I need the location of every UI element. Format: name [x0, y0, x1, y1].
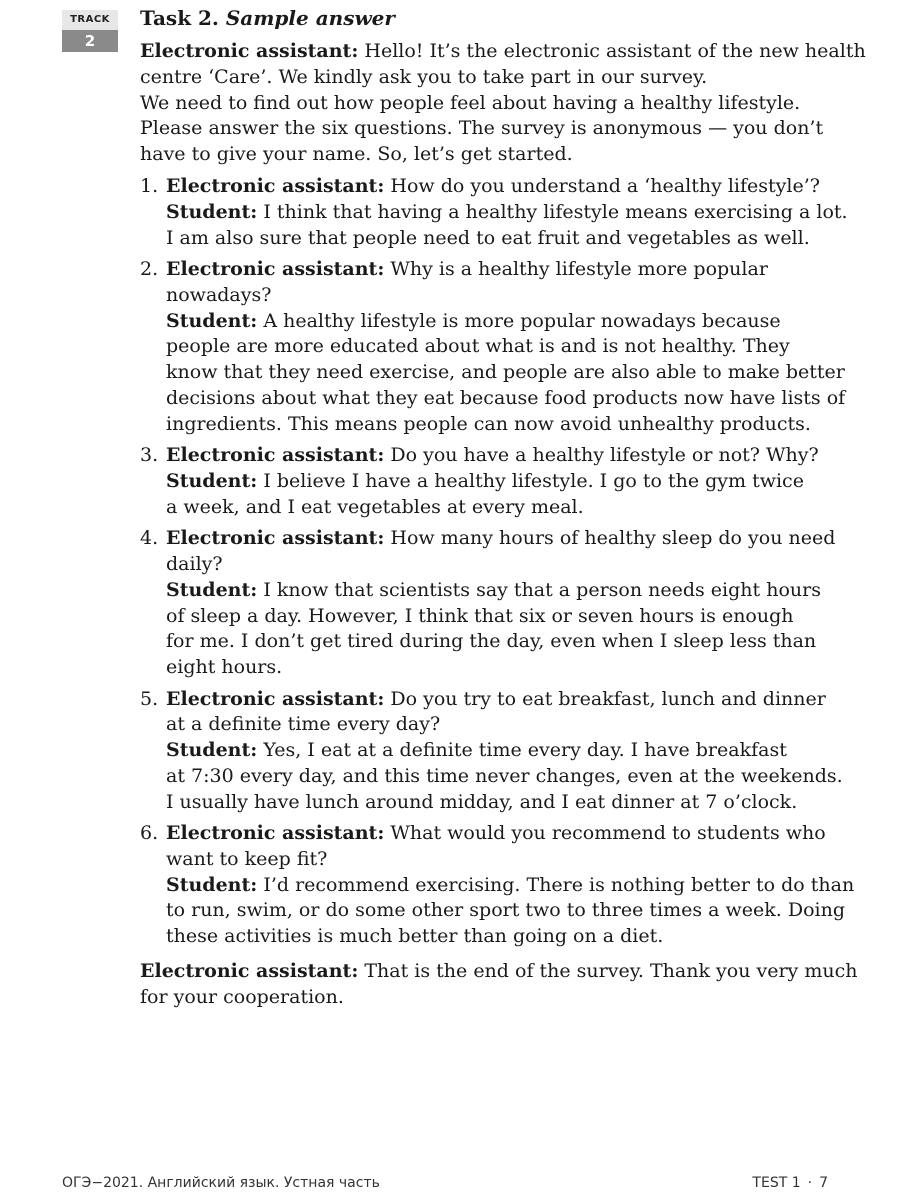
text-line: these activities is much better than going on a diet.	[166, 925, 664, 948]
question-number: 5.	[140, 687, 159, 710]
speaker-label: Student:	[166, 469, 258, 492]
task-title-main: Task 2.	[140, 6, 219, 30]
speaker-label: Electronic assistant:	[140, 40, 359, 62]
question-number: 2.	[140, 257, 159, 280]
text-line	[140, 39, 866, 65]
text-line: have to give your name. So, let’s get started.	[140, 143, 573, 166]
text-line	[166, 578, 840, 604]
speaker-label: Student:	[166, 739, 258, 762]
text-line: nowadays?	[166, 283, 272, 306]
question-item	[140, 443, 840, 520]
speaker-label: Electronic assistant:	[140, 960, 359, 983]
footer-separator: ·	[807, 1175, 813, 1191]
speaker-label: Electronic assistant:	[166, 174, 385, 197]
line-text: I’d recommend exercising. There is nothing better to do than	[257, 873, 855, 896]
question-item	[140, 687, 843, 816]
text-line: decisions about what they eat because food products now have lists of	[166, 386, 846, 409]
text-line: people are more educated about what is and is not healthy. They	[166, 335, 790, 358]
question-number: 6.	[140, 822, 159, 845]
text-line: eight hours.	[166, 656, 283, 679]
line-text: What would you recommend to students who	[384, 822, 826, 845]
text-line	[166, 526, 840, 552]
line-text: Yes, I eat at a definite time every day. I have breakfast	[257, 739, 787, 762]
text-line: for me. I don’t get tired during the day, even when I sleep less than	[166, 630, 817, 653]
speaker-label: Electronic assistant:	[166, 257, 385, 280]
line-text: A healthy lifestyle is more popular nowadays because	[257, 309, 781, 332]
line-text: I know that scientists say that a person needs eight hours	[257, 578, 821, 601]
question-item	[140, 174, 848, 251]
line-text: I think that having a healthy lifestyle means exercising a lot.	[257, 200, 848, 223]
footer-page-number: 7	[819, 1175, 828, 1191]
speaker-label: Student:	[166, 873, 258, 896]
text-line: centre ‘Care’. We kindly ask you to take part in our survey.	[140, 65, 708, 88]
question-number: 3.	[140, 444, 159, 467]
intro-paragraph	[140, 39, 866, 168]
text-line: at 7:30 every day, and this time never changes, even at the weekends.	[166, 764, 843, 787]
line-text: Do you try to eat breakfast, lunch and dinner	[384, 687, 826, 710]
speaker-label: Student:	[166, 200, 258, 223]
track-label: TRACK	[62, 10, 118, 30]
track-badge	[62, 10, 118, 52]
line-text: Hello! It’s the electronic assistant of the new health	[358, 40, 866, 62]
line-text: I believe I have a healthy lifestyle. I go to the gym twice	[257, 469, 804, 492]
text-line: know that they need exercise, and people are also able to make better	[166, 361, 845, 384]
text-line	[166, 821, 840, 847]
track-number: 2	[62, 30, 118, 52]
speaker-label: Electronic assistant:	[166, 822, 385, 845]
text-line: I usually have lunch around midday, and I eat dinner at 7 o’clock.	[166, 790, 798, 813]
text-line	[166, 257, 840, 283]
text-line	[166, 200, 848, 226]
line-text: That is the end of the survey. Thank you very much	[358, 960, 858, 983]
text-line: ingredients. This means people can now avoid unhealthy products.	[166, 412, 811, 435]
question-list	[140, 174, 855, 950]
text-line: at a definite time every day?	[166, 713, 441, 736]
text-line	[140, 959, 858, 985]
text-line: We need to find out how people feel about having a healthy lifestyle.	[140, 91, 801, 114]
speaker-label: Student:	[166, 309, 258, 332]
outro-paragraph	[140, 959, 858, 1011]
speaker-label: Electronic assistant:	[166, 687, 385, 710]
text-line	[166, 443, 840, 469]
question-item	[140, 257, 846, 438]
line-text: Do you have a healthy lifestyle or not? Why?	[384, 444, 819, 467]
text-line: want to keep fit?	[166, 847, 328, 870]
line-text: How many hours of healthy sleep do you need	[384, 527, 836, 550]
speaker-label: Electronic assistant:	[166, 527, 385, 550]
text-line: daily?	[166, 552, 223, 575]
question-number: 4.	[140, 527, 159, 550]
footer-book-title: ОГЭ−2021. Английский язык. Устная часть	[62, 1175, 380, 1191]
text-line: Please answer the six questions. The survey is anonymous — you don’t	[140, 117, 824, 140]
text-line	[166, 738, 840, 764]
line-text: Why is a healthy lifestyle more popular	[384, 257, 768, 280]
text-line	[166, 873, 855, 899]
text-line: to run, swim, or do some other sport two to three times a week. Doing	[166, 899, 846, 922]
speaker-label: Electronic assistant:	[166, 444, 385, 467]
text-line	[166, 309, 840, 335]
task-title-subtitle: Sample answer	[225, 6, 395, 30]
text-line: of sleep a day. However, I think that six or seven hours is enough	[166, 604, 794, 627]
text-line: I am also sure that people need to eat fruit and vegetables as well.	[166, 226, 810, 249]
line-text: How do you understand a ‘healthy lifestyle’?	[384, 174, 820, 197]
text-line: for your cooperation.	[140, 985, 344, 1008]
question-number: 1.	[140, 174, 159, 197]
text-line: a week, and I eat vegetables at every meal.	[166, 495, 584, 518]
question-item	[140, 821, 855, 950]
text-line	[166, 174, 840, 200]
speaker-label: Student:	[166, 578, 258, 601]
text-line	[166, 687, 840, 713]
question-item	[140, 526, 840, 681]
footer-page-info	[738, 1175, 828, 1195]
footer-test-label: TEST 1	[752, 1175, 801, 1191]
task-title	[140, 5, 840, 31]
text-line	[166, 469, 840, 495]
page-content	[140, 5, 866, 1011]
